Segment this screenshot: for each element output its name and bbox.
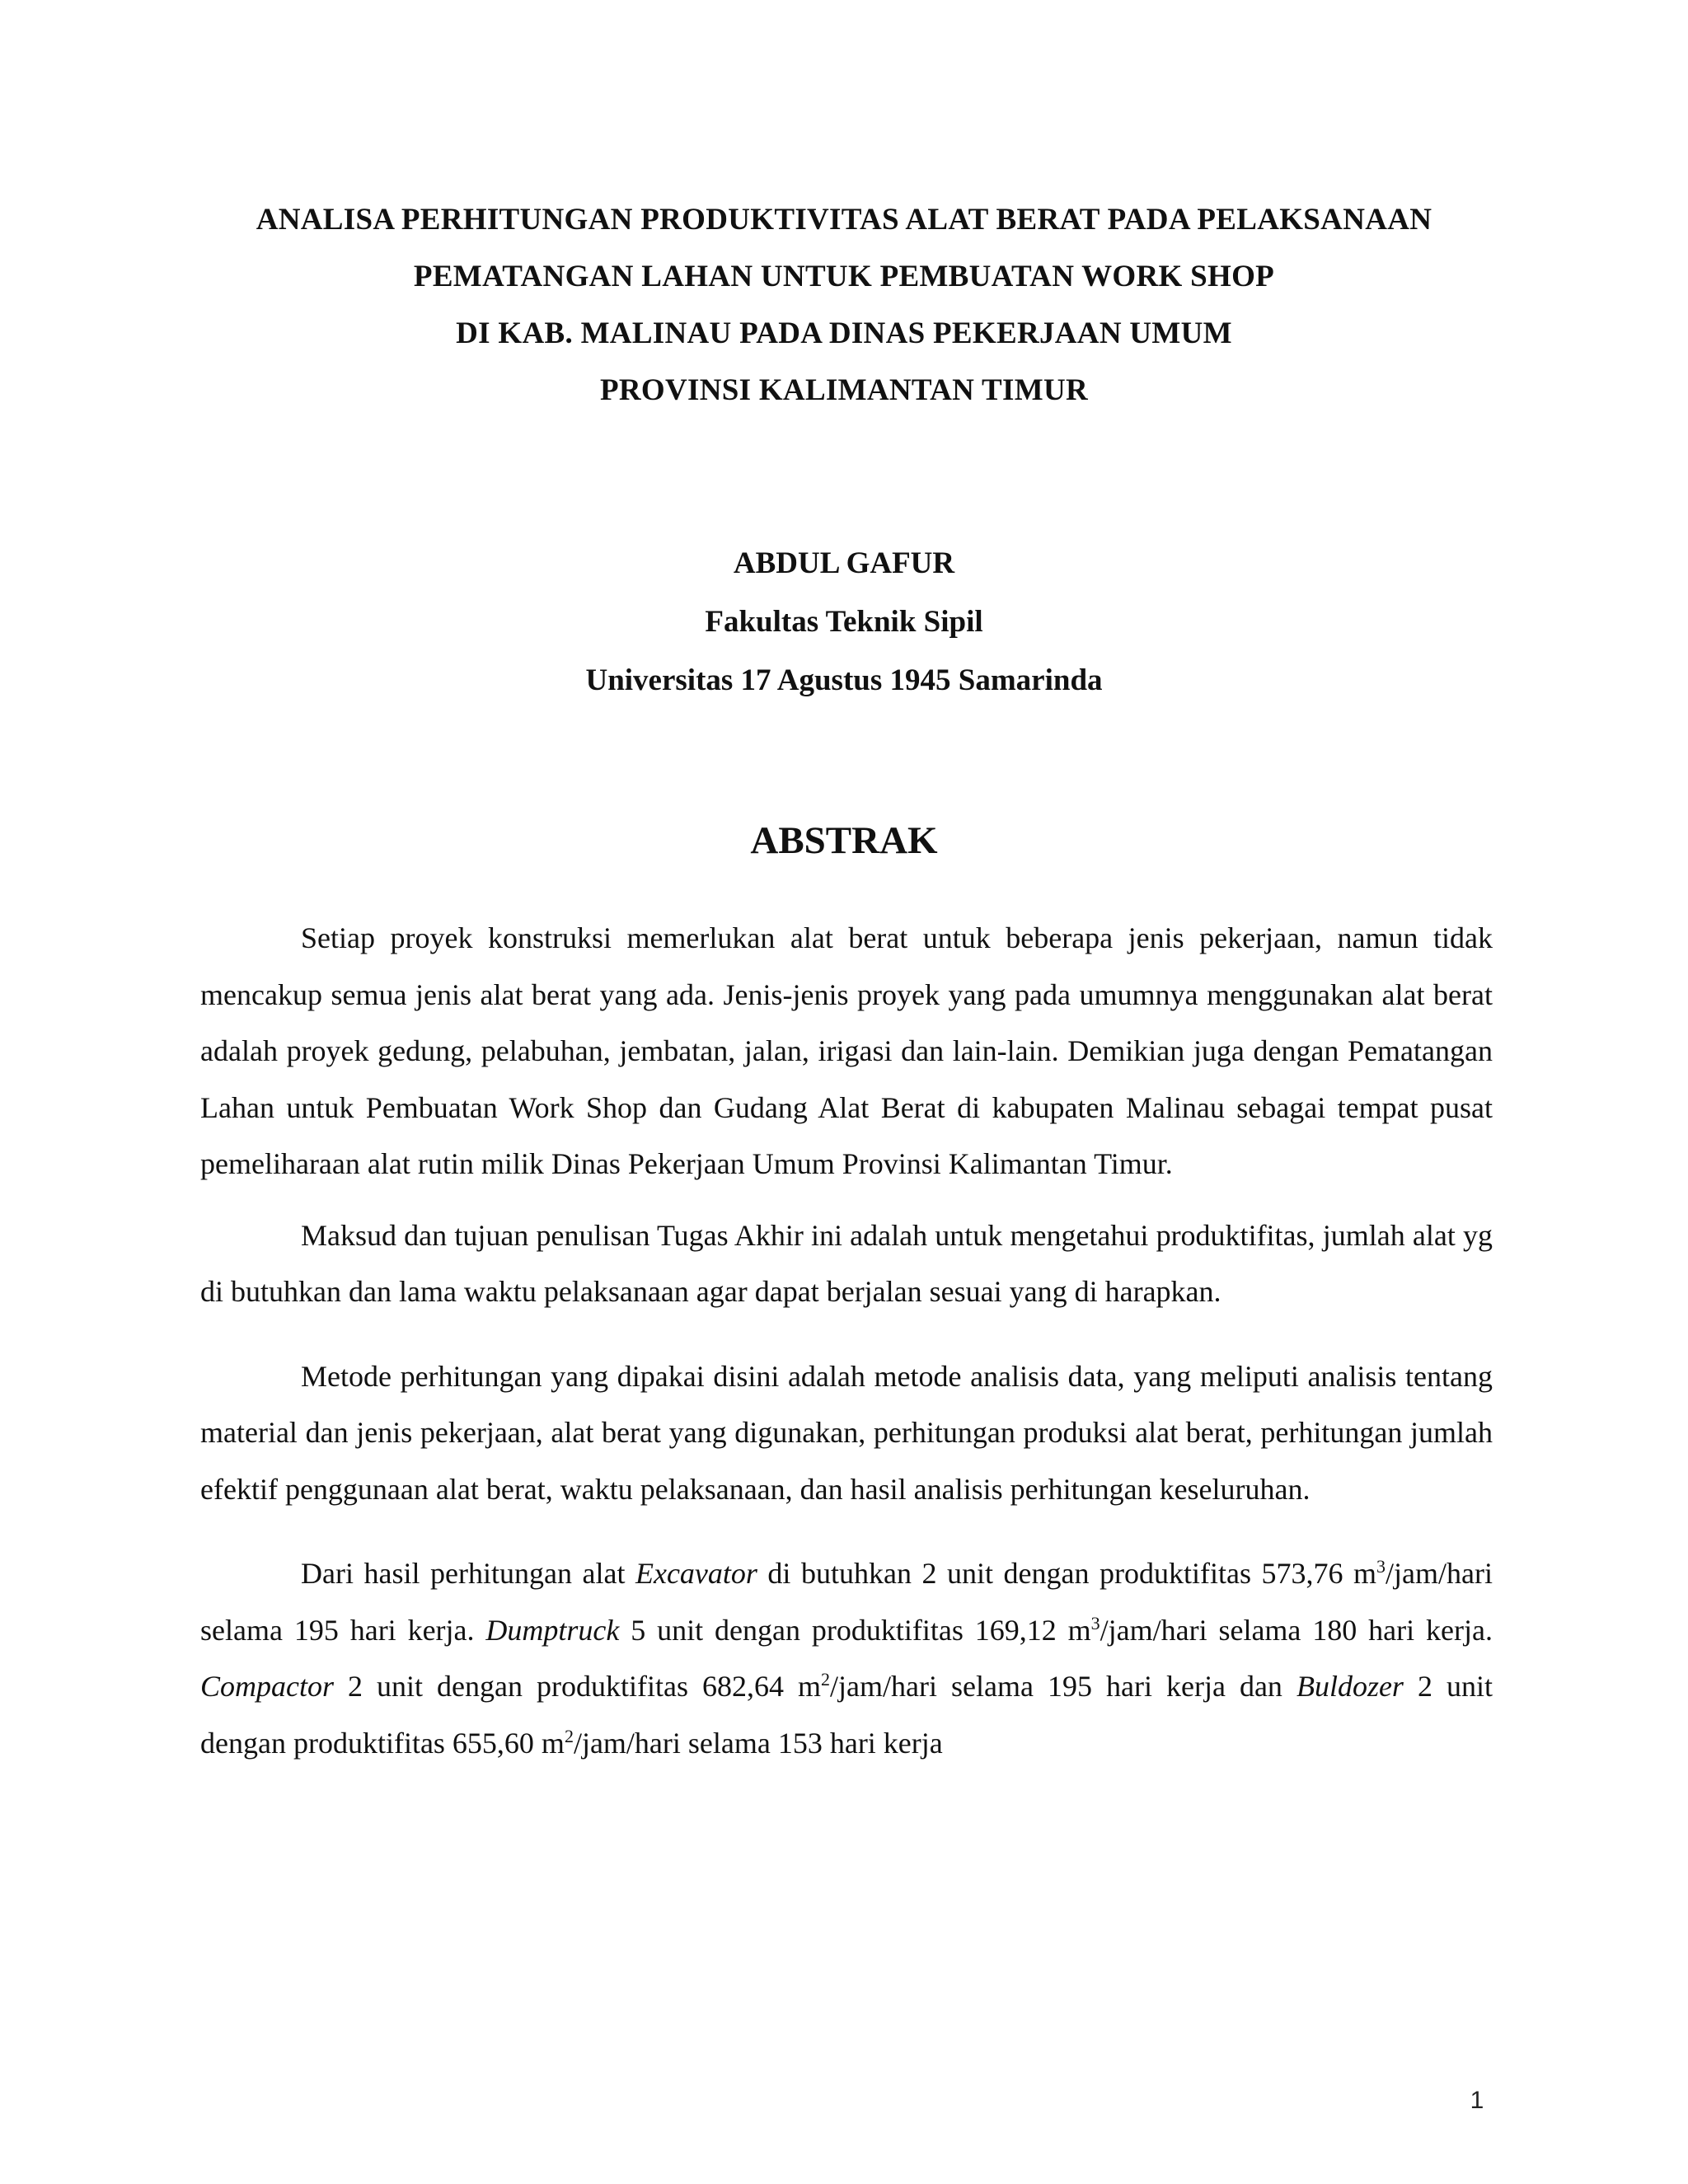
equipment-excavator: Excavator: [635, 1557, 757, 1590]
title-line: ANALISA PERHITUNGAN PRODUKTIVITAS ALAT BERAT PADA PELAKSANAAN: [256, 203, 1432, 237]
abstract-paragraph-3: Metode perhitungan yang dipakai disini adalah metode analisis data, yang meliputi analisis tentang material dan jenis pekerjaan, alat berat yang digunakan, perhitungan produksi alat berat, perhitungan jumlah efektif penggunaan alat berat, waktu pelaksanaan, dan hasil analisis perhitungan keseluruhan.: [200, 1359, 1493, 1506]
text-run: 2 unit dengan produktifitas 682,64 m: [334, 1670, 822, 1703]
abstract-paragraph-2: Maksud dan tujuan penulisan Tugas Akhir ini adalah untuk mengetahui produktifitas, jumlah alat yg di butuhkan dan lama waktu pelaksanaan agar dapat berjalan sesuai yang di harapkan.: [200, 1218, 1493, 1308]
equipment-dumptruck: Dumptruck: [485, 1613, 620, 1647]
author-info: [0, 534, 1688, 710]
page-number: 1: [1470, 2087, 1484, 2114]
title-line: PEMATANGAN LAHAN UNTUK PEMBUATAN WORK SHOP: [413, 260, 1275, 293]
title-line: PROVINSI KALIMANTAN TIMUR: [599, 373, 1088, 407]
superscript: 2: [564, 1725, 574, 1746]
text-run: /jam/hari selama 180 hari kerja.: [1100, 1613, 1493, 1647]
superscript: 3: [1090, 1612, 1100, 1633]
equipment-compactor: Compactor: [200, 1670, 334, 1703]
paper-title: [0, 191, 1688, 419]
author-name: ABDUL GAFUR: [733, 546, 955, 580]
author-faculty: Fakultas Teknik Sipil: [705, 605, 983, 639]
abstract-body: [200, 910, 1493, 1771]
text-run: 5 unit dengan produktifitas 169,12 m: [619, 1613, 1091, 1647]
author-university: Universitas 17 Agustus 1945 Samarinda: [585, 663, 1103, 697]
title-line: DI KAB. MALINAU PADA DINAS PEKERJAAN UMUM: [456, 316, 1232, 350]
text-run: /jam/hari selama 153 hari kerja: [573, 1726, 943, 1760]
text-run: di butuhkan 2 unit dengan produktifitas 573,76 m: [757, 1557, 1377, 1590]
abstract-paragraph-4: [200, 1545, 1493, 1771]
text-run: /jam/hari selama 195 hari kerja.: [200, 1557, 1493, 1647]
abstract-paragraph-1: Setiap proyek konstruksi memerlukan alat berat untuk beberapa jenis pekerjaan, namun tidak mencakup semua jenis alat berat yang ada. Jenis-jenis proyek yang pada umumnya menggunakan alat berat adalah proyek gedung, pelabuhan, jembatan, jalan, irigasi dan lain-lain. Demikian juga dengan Pematangan Lahan untuk Pembuatan Work Shop dan Gudang Alat Berat di kabupaten Malinau sebagai tempat pusat pemeliharaan alat rutin milik Dinas Pekerjaan Umum Provinsi Kalimantan Timur.: [200, 921, 1493, 1180]
abstract-heading: ABSTRAK: [750, 819, 938, 862]
text-run: 2 unit dengan produktifitas 655,60 m: [200, 1670, 1493, 1760]
equipment-buldozer: Buldozer: [1296, 1670, 1404, 1703]
text-run: /jam/hari selama 195 hari kerja dan: [830, 1670, 1296, 1703]
text-run: Dari hasil perhitungan alat: [301, 1557, 635, 1590]
superscript: 2: [821, 1669, 831, 1690]
superscript: 3: [1376, 1556, 1386, 1577]
